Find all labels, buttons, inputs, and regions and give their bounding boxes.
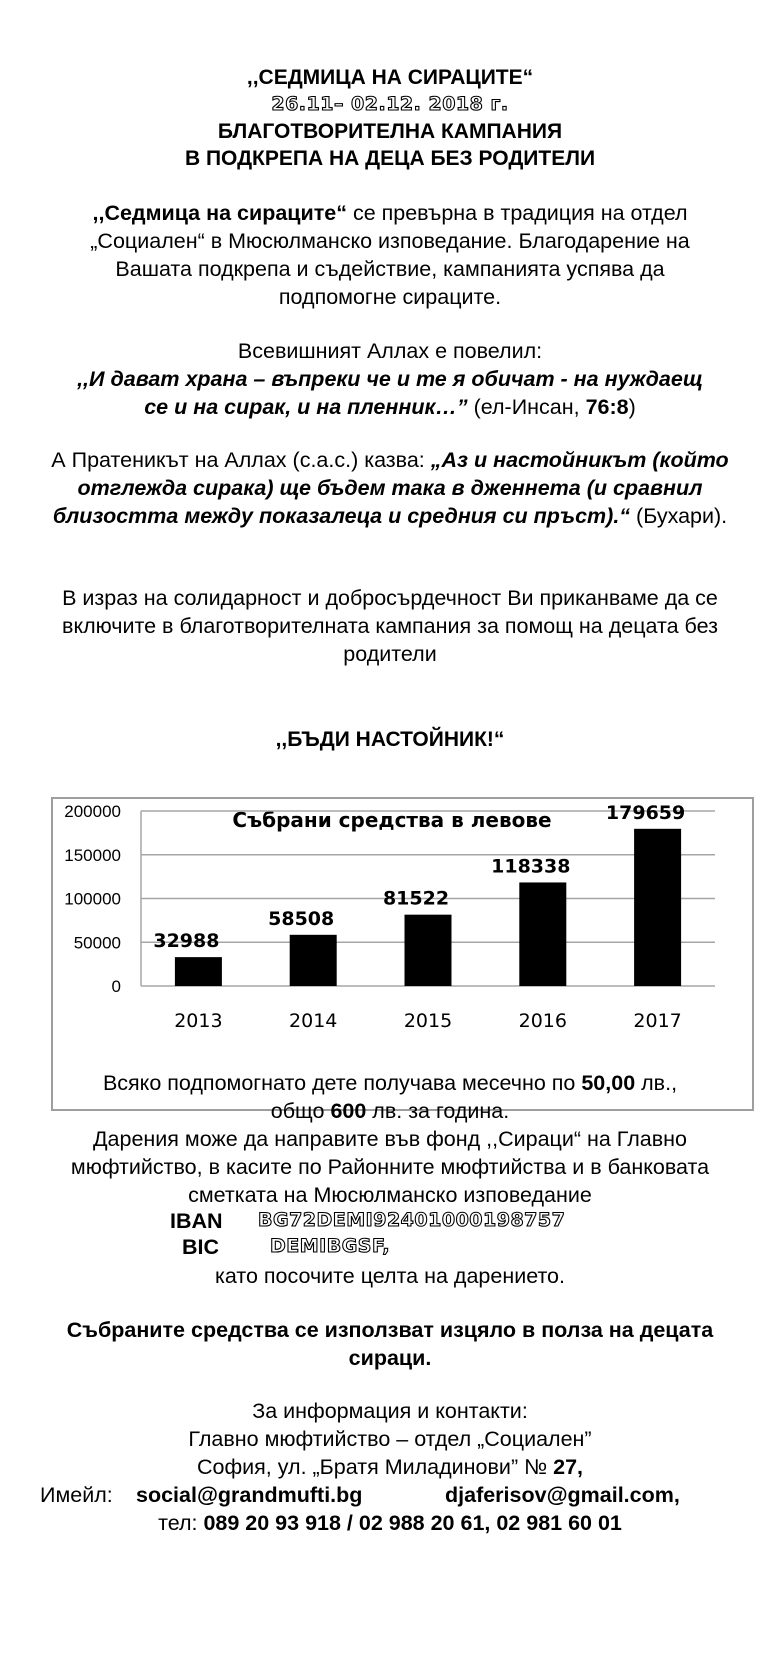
quran-ref-end: ) [628, 395, 636, 419]
contacts-address [0, 1453, 780, 1481]
page-title [0, 64, 780, 172]
x-tick-label: 2014 [289, 1010, 338, 1032]
quran-ref: (ел-Инсан, [467, 395, 586, 419]
x-tick-label: 2016 [518, 1010, 567, 1032]
bar [634, 829, 681, 986]
data-label: 118338 [491, 855, 571, 878]
address-number: 27, [553, 1455, 584, 1479]
y-tick-label: 50000 [73, 933, 121, 953]
phone-numbers: 089 20 93 918 / 02 988 20 61, 02 981 60 01 [203, 1511, 622, 1535]
title-line: БЛАГОТВОРИТЕЛНА КАМПАНИЯ [217, 120, 563, 143]
support-text: общо [270, 1099, 331, 1123]
iban-value: BG72DEMI92401000198757 [258, 1209, 566, 1231]
x-tick-label: 2013 [174, 1010, 223, 1032]
x-tick-label: 2017 [633, 1010, 682, 1032]
support-text: лв. за година. [366, 1099, 510, 1123]
y-tick-label: 150000 [64, 845, 121, 865]
yearly-amount: 600 [330, 1099, 367, 1123]
hadith-lead: А Пратеникът на Аллах (с.а.с.) казва: [51, 448, 431, 472]
support-line-1 [0, 1069, 780, 1097]
hadith-source: (Бухари). [630, 504, 728, 528]
bic-label: BIC [182, 1235, 220, 1259]
chart-frame [51, 797, 754, 1111]
contacts-org: Главно мюфтийство – отдел „Социален” [188, 1427, 592, 1451]
bar [290, 935, 337, 986]
quran-quote: ,,И дават храна – въпреки че и те я обичат - на нуждаещ се и на сирак, и на пленник…” [77, 367, 703, 419]
contacts-phones [0, 1509, 780, 1537]
campaign-dates: 26.11– 02.12. 2018 г. [271, 93, 509, 115]
data-label: 58508 [268, 907, 335, 930]
support-text: Всяко подпомогнато дете получава месечно по [102, 1071, 582, 1095]
email-label: Имейл: [40, 1483, 113, 1507]
hadith-block [0, 446, 780, 530]
contacts-lead: За информация и контакти: [252, 1399, 528, 1423]
intro-paragraph [0, 199, 780, 311]
bar [175, 957, 222, 986]
bic-value: DEMIBGSF, [270, 1235, 391, 1257]
y-tick-label: 200000 [64, 802, 121, 821]
email-secondary[interactable]: djaferisov@gmail.com, [445, 1483, 680, 1507]
data-label: 81522 [382, 887, 450, 910]
slogan: ,,БЪДИ НАСТОЙНИК!“ [275, 728, 505, 751]
quran-lead: Всевишният Аллах е повелил: [237, 339, 543, 363]
intro-bold: ,,Седмица на сираците“ [92, 201, 347, 225]
phone-label: тел: [158, 1511, 204, 1535]
bar [519, 882, 566, 986]
support-text: лв., [635, 1071, 678, 1095]
chart-title: Събрани средства в левове [232, 808, 552, 832]
support-line-2 [0, 1097, 780, 1125]
y-tick-label: 0 [111, 977, 121, 996]
y-tick-label: 100000 [64, 889, 121, 909]
title-line: ,,СЕДМИЦА НА СИРАЦИТЕ“ [246, 66, 534, 89]
closing-statement: Събраните средства се използват изцяло в полза на децата сираци. [66, 1318, 714, 1370]
contacts-email-row [40, 1481, 740, 1509]
bar [405, 915, 452, 986]
quran-quote-block [0, 365, 780, 421]
hadith-quote: „Аз и настойникът (който отглежда сирака) ще бъдем така в дженнета (и сравнил близостта между показалеца и средния си пръст).“ [52, 448, 729, 528]
iban-label: IBAN [170, 1209, 223, 1233]
donation-purpose: като посочите целта на дарението. [214, 1264, 565, 1288]
data-label: 32988 [153, 930, 220, 953]
x-tick-label: 2015 [403, 1010, 453, 1032]
quran-ref-number: 76:8 [585, 395, 629, 419]
bar-chart [53, 799, 752, 1109]
title-line: В ПОДКРЕПА НА ДЕЦА БЕЗ РОДИТЕЛИ [184, 147, 596, 170]
monthly-amount: 50,00 [581, 1071, 636, 1095]
email-primary[interactable]: social@grandmufti.bg [136, 1483, 363, 1507]
address-text: София, ул. „Братя Миладинови” № [196, 1455, 554, 1479]
appeal-paragraph: В израз на солидарност и добросърдечност Ви приканваме да се включите в благотворителната кампания за помощ на децата без родители [62, 586, 718, 666]
donation-info: Дарения може да направите във фонд ,,Сираци“ на Главно мюфтийство, в касите по Районните мюфтийства и в банковата сметката на Мюсюлманско изповедание [70, 1127, 710, 1207]
intro-text: се превърна в традиция на отдел „Социален“ в Мюсюлманско изповедание. Благодарение на Вашата подкрепа и съдействие, кампанията успява да подпомогне сираците. [90, 201, 690, 309]
data-label: 179659 [605, 801, 686, 824]
